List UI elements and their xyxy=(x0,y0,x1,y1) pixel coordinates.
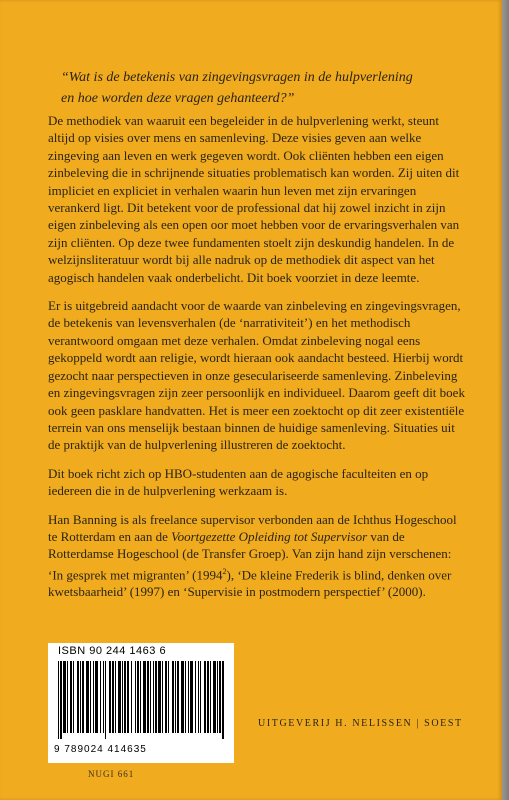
blurb-paragraph-1: De methodiek van waaruit een begeleider in de hulpverlening werkt, steunt altijd op visies over mens en samenleving. Deze visies geven aan welke zingeving aan leven en werk gegeven wordt. Ook cliënten hebben een eigen zinbeleving die in schrijnende situaties problematisch kan worden. Zij uiten dit impliciet en expliciet in verhalen waarin hun leven met zijn ervaringen verankerd ligt. Dit betekent voor de professional dat hij zowel inzicht in zijn eigen zinbeleving als een open oor moet hebben voor de ervaringsverhalen van zijn cliënten. Op deze twee fundamenten stoelt zijn deskundig handelen. In de welzijnsliteratuur wordt bij alle nadruk op de methodiek dit aspect van het agogisch handelen vaak onderbelicht. Dit boek voorziet in deze leemte. xyxy=(48,113,460,285)
author-bio-part-3: ), ‘De kleine Frederik is blind, denken over kwetsbaarheid’ (1997) en ‘Supervisie in postmodern perspectief’ (2000). xyxy=(48,567,452,600)
author-bio xyxy=(48,511,468,601)
barcode-icon xyxy=(56,661,228,739)
blurb-paragraph-2: Er is uitgebreid aandacht voor de waarde van zinbeleving en zingevingsvragen, de betekenis van levensverhalen (de ‘narrativiteit’) en het methodisch verantwoord omgaan met deze verhalen. Omdat zinbeleving nogal eens gekoppeld wordt aan religie, wordt hieraan ook aandacht besteed. Hierbij wordt gezocht naar perspectieven in onze geseculariseerde samenleving. Zinbeleving en zingevingsvragen zijn zeer persoonlijk en individueel. Daarom geeft dit boek ook geen pasklare handvatten. Het is meer een zoektocht op dit zeer existentiële terrein van ons menselijk bestaan binnen de huidige samenleving. Situaties uit de praktijk van de hulpverlening illustreren de zoektocht. xyxy=(48,298,465,453)
quote-line-2: en hoe worden deze vragen gehanteerd?” xyxy=(61,91,295,106)
quote-line-1: “Wat is de betekenis van zingevingsvragen in de hulpverlening xyxy=(61,70,413,85)
author-bio-part-2: van de Rotterdamse Hogeschool (de Transfer Groep). Van zijn hand zijn verschenen: ‘In gesprek met migranten’ (1994 xyxy=(48,528,452,583)
cover-quote xyxy=(61,67,467,109)
barcode-digits: 9 789024 414635 xyxy=(54,744,147,755)
isbn-barcode-box xyxy=(48,643,234,763)
author-bio-sup: 2 xyxy=(222,566,227,576)
page-edge xyxy=(502,0,509,800)
blurb-paragraph-3: Dit boek richt zich op HBO-studenten aan de agogische faculteiten en op iedereen die in de hulpverlening werkzaam is. xyxy=(48,465,429,499)
isbn-label: ISBN 90 244 1463 6 xyxy=(58,645,167,657)
nugi-code: NUGI 661 xyxy=(88,769,135,779)
author-bio-part-1: Han Banning is als freelance supervisor verbonden aan de Ichthus Hogeschool te Rotterdam en aan de xyxy=(48,511,457,544)
author-bio-italic: Voortgezette Opleiding tot Supervisor xyxy=(171,528,368,544)
blurb-text xyxy=(48,112,468,612)
publisher-name: UITGEVERIJ H. NELISSEN | SOEST xyxy=(258,718,463,729)
